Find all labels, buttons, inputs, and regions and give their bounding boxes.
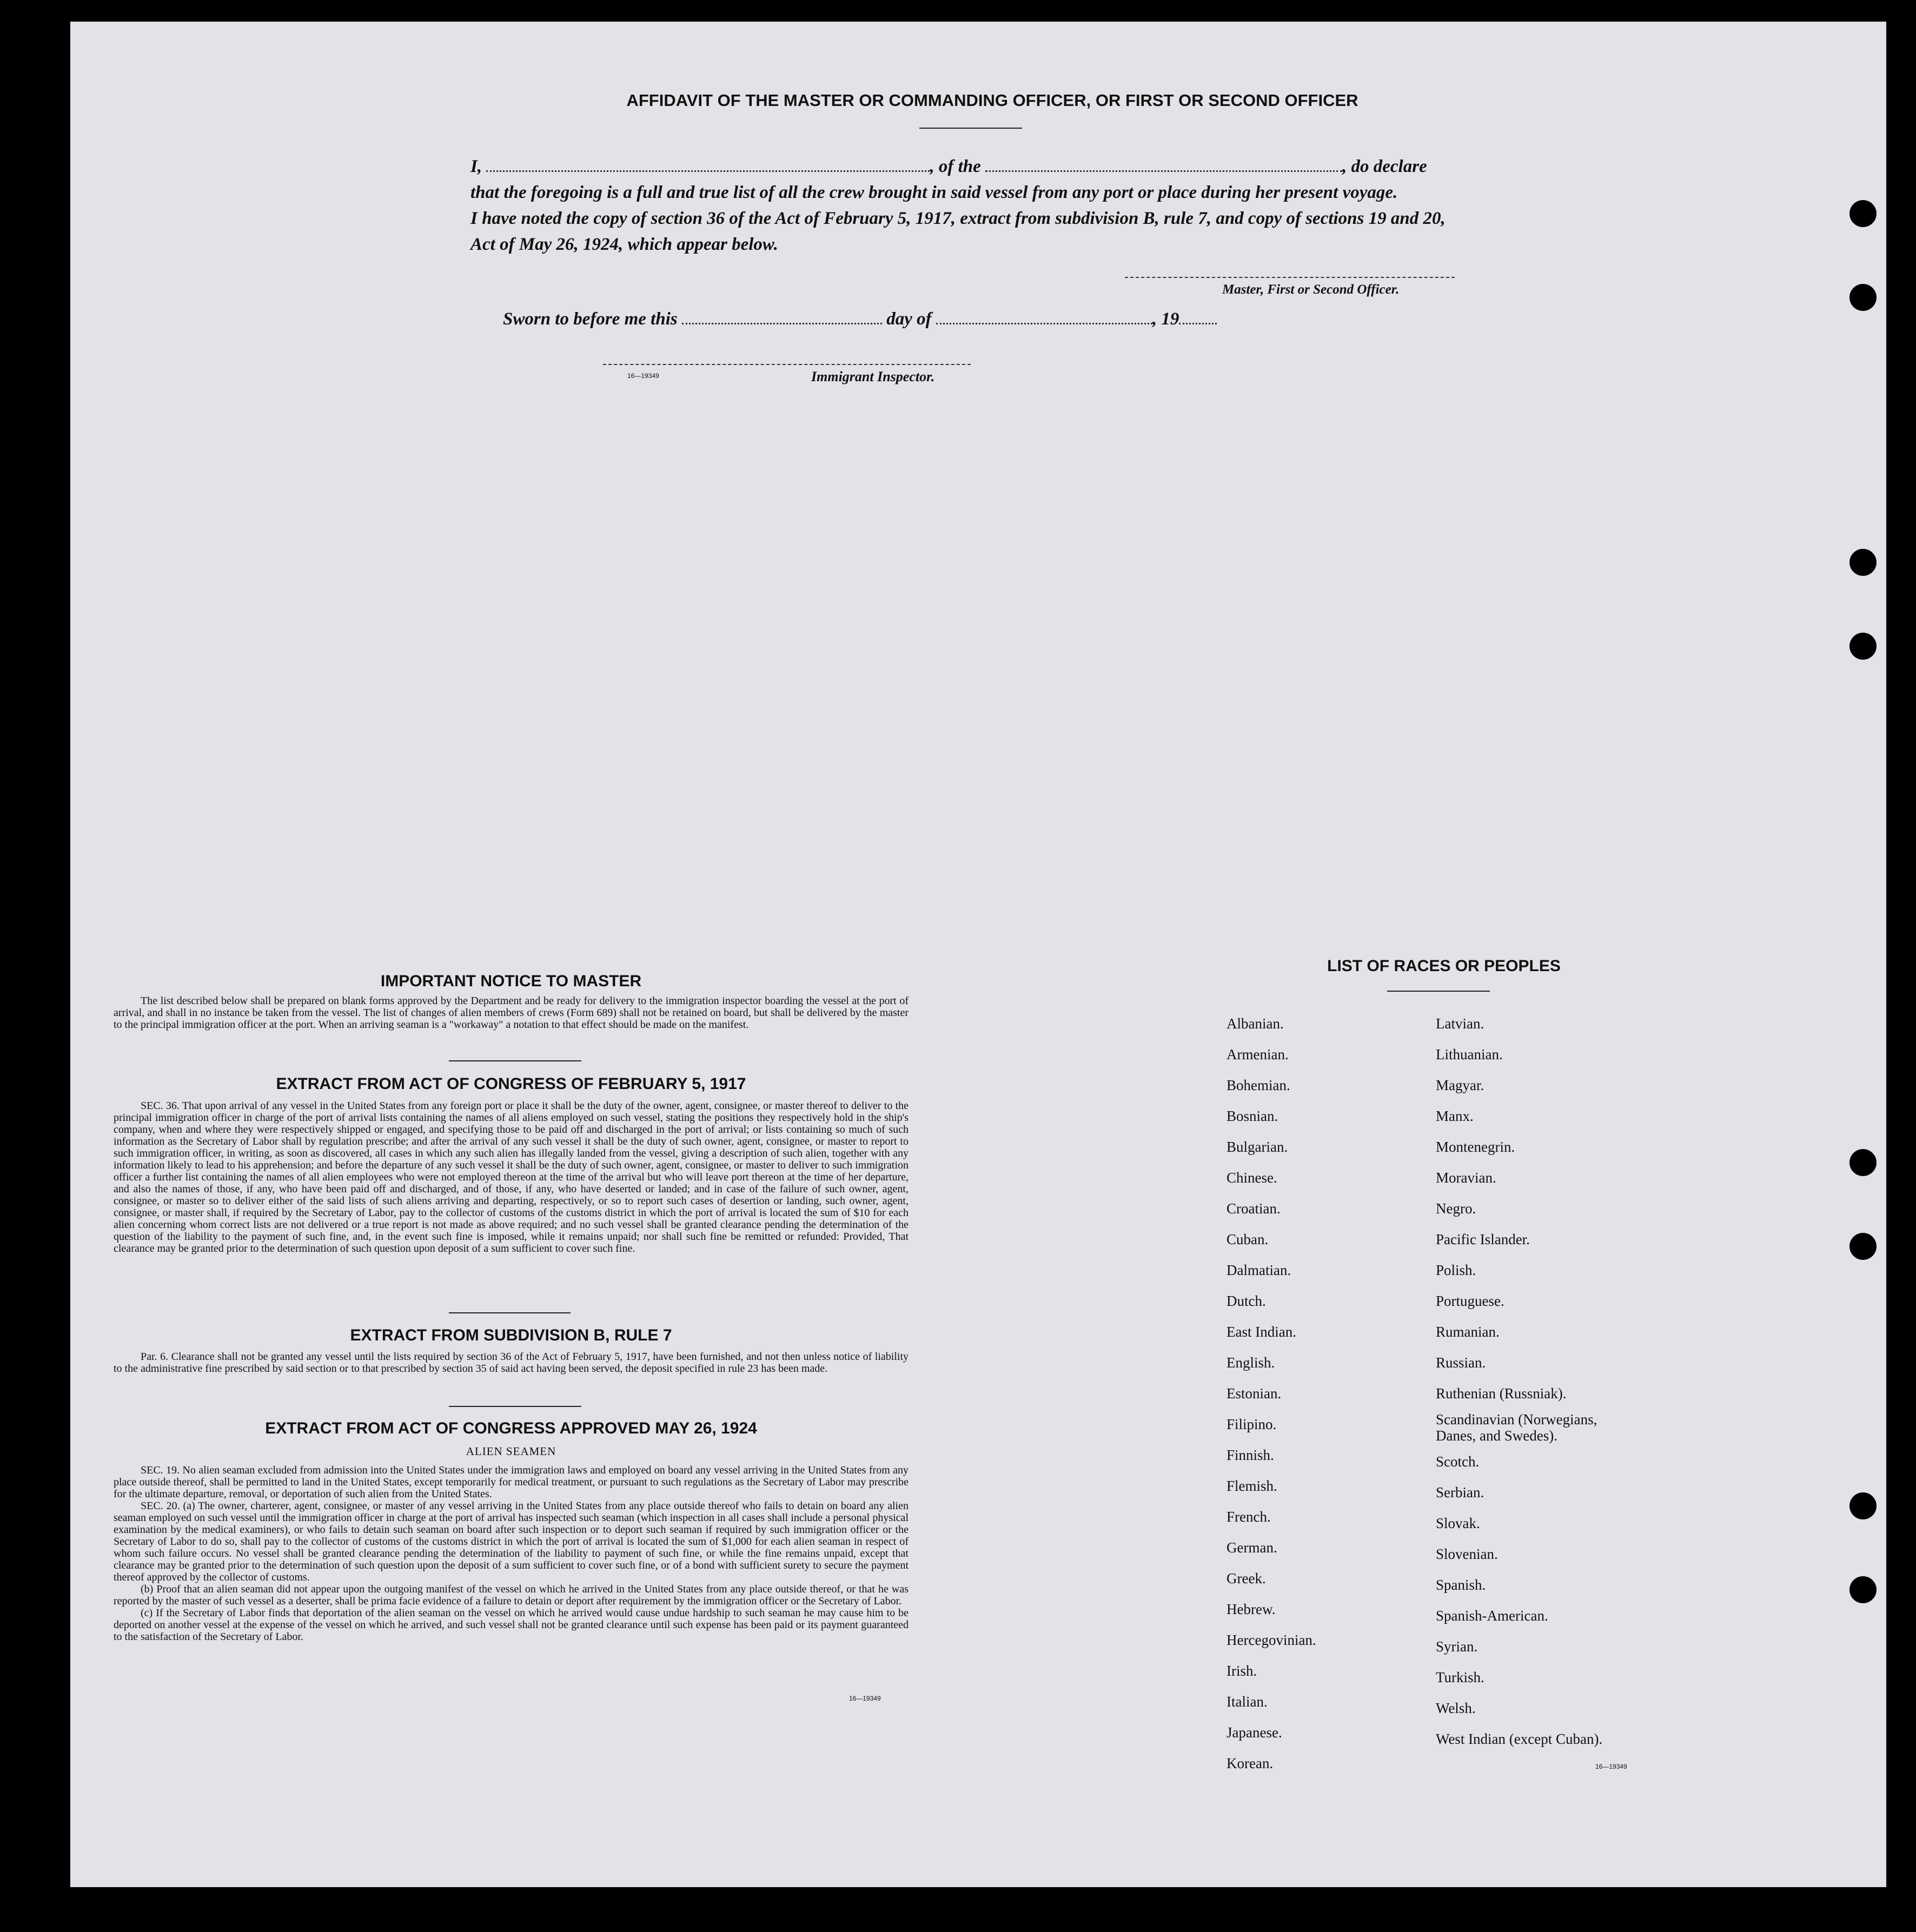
month-blank [936, 323, 1152, 324]
sworn-year: , 19 [1152, 309, 1179, 329]
race-item: Chinese. [1226, 1170, 1277, 1186]
punch-hole [1849, 549, 1877, 576]
race-item: Scotch. [1436, 1453, 1480, 1470]
affidavit-line-1 [470, 157, 1547, 177]
race-item: Greek. [1226, 1570, 1266, 1586]
vessel-blank [985, 170, 1342, 172]
extract-rule7-body [114, 1351, 909, 1375]
day-blank [682, 323, 882, 324]
affidavit-title: AFFIDAVIT OF THE MASTER OR COMMANDING OFFICER, OR FIRST OR SECOND OFFICER [626, 91, 1358, 110]
affidavit-of-the: , of the [930, 157, 981, 176]
affidavit-line-4: Act of May 26, 1924, which appear below. [470, 235, 778, 254]
race-item: Bulgarian. [1226, 1139, 1288, 1155]
divider [449, 1312, 571, 1313]
extract-rule7-title: EXTRACT FROM SUBDIVISION B, RULE 7 [350, 1326, 672, 1344]
race-scandinavian-continued: Danes, and Swedes). [1436, 1428, 1557, 1444]
punch-hole [1849, 284, 1877, 311]
sec-19-text: SEC. 19. No alien seaman excluded from admission into the United States under the immigration laws and employed on board any vessel arriving in the United States from any place outside thereof, shall be permitted to land in the United States, except temporarily for medical treatment, or pursuant to such regulations as the Secretary of Labor may prescribe for the ultimate departure, removal, or deportation of such alien from the United States. [114, 1464, 909, 1500]
race-item: Estonian. [1226, 1385, 1282, 1402]
race-item: Latvian. [1436, 1015, 1484, 1032]
race-item: French. [1226, 1509, 1271, 1525]
race-item: English. [1226, 1355, 1275, 1371]
race-item: Cuban. [1226, 1231, 1269, 1247]
extract-1917-body [114, 1100, 909, 1254]
divider [449, 1060, 581, 1061]
race-item: Spanish-American. [1436, 1608, 1548, 1624]
race-item: Lithuanian. [1436, 1046, 1503, 1063]
year-blank [1179, 323, 1217, 324]
affidavit-i: I, [470, 157, 482, 176]
race-item: Polish. [1436, 1262, 1476, 1278]
punch-hole [1849, 1149, 1877, 1176]
race-item: Scandinavian (Norwegians, [1436, 1411, 1597, 1428]
extract-1924-title: EXTRACT FROM ACT OF CONGRESS APPROVED MAY 26, 1924 [265, 1419, 757, 1437]
race-item: Italian. [1226, 1694, 1268, 1710]
race-item: Bohemian. [1226, 1077, 1290, 1093]
race-item: Japanese. [1226, 1724, 1282, 1741]
race-item: Armenian. [1226, 1046, 1289, 1063]
race-item: Ruthenian (Russniak). [1436, 1385, 1567, 1402]
inspector-caption: Immigrant Inspector. [811, 369, 935, 384]
affidavit-line-2: that the foregoing is a full and true list of all the crew brought in said vessel from any port or place during her present voyage. [470, 183, 1398, 202]
title-underline [919, 128, 1022, 129]
race-item: Spanish. [1436, 1577, 1486, 1593]
sworn-line [503, 309, 1217, 329]
race-item: Albanian. [1226, 1015, 1284, 1032]
extract-1924-body [114, 1464, 909, 1643]
race-item: Portuguese. [1436, 1293, 1504, 1309]
alien-seamen-subtitle: ALIEN SEAMEN [466, 1445, 556, 1458]
rule7-text: Par. 6. Clearance shall not be granted any vessel until the lists required by section 36 of the Act of February 5, 1917, have been furnished, and not then unless notice of liability to the administrative fine prescribed by said section or to that prescribed by section 35 of said act having been served, the deposit specified in rule 23 has been made. [114, 1351, 909, 1375]
race-item: Korean. [1226, 1755, 1274, 1771]
punch-hole [1849, 1492, 1877, 1519]
notice-body [114, 995, 909, 1031]
section-36-text: SEC. 36. That upon arrival of any vessel in the United States from any foreign port or place it shall be the duty of the owner, agent, consignee, or master thereof to deliver to the principal immigration officer in charge of the port of arrival lists containing the names of all aliens employed on such vessel, stating the positions they respectively hold in the ship's company, when and where they were respectively shipped or engaged, and specifying those to be paid off and discharged in the port of arrival; or lists containing so much of such information as the Secretary of Labor shall by regulation prescribe; and after the arrival of any such vessel it shall be the duty of such owner, agent, consignee, or master to report to such immigration officer, in writing, as soon as discovered, all cases in which any such alien has illegally landed from the vessel, giving a description of such alien, together with any information likely to lead to his apprehension; and before the departure of any such vessel it shall be the duty of such owner, agent, consignee, or master to deliver to such immigration officer a further list containing the names of all alien employees who were not employed thereon at the time of the arrival but who will leave port thereon at the time of her departure, and also the names of those, if any, who have been paid off and discharged, and of those, if any, who have deserted or landed; and in case of the failure of such owner, agent, consignee, or master so to deliver either of the said lists of such aliens arriving and departing, respectively, or so to report such cases of desertion or landing, such owner, agent, consignee, or master shall, if required by the Secretary of Labor, pay to the collector of customs of the customs district in which the port of arrival is located the sum of $10 for each alien concerning whom correct lists are not delivered or a true report is not made as above required; and no such vessel shall be granted clearance pending the determination of the question of the liability to the payment of such fine, and, in the event such fine is imposed, while it remains unpaid; nor shall such fine be remitted or refunded: Provided, That clearance may be granted prior to the determination of such question upon deposit of a sum sufficient to cover such fine. [114, 1100, 909, 1254]
affidavit-line-3: I have noted the copy of section 36 of the Act of February 5, 1917, extract from subdivision B, rule 7, and copy of sections 19 and 20, [470, 209, 1446, 228]
form-number-right: 16—19349 [1595, 1763, 1627, 1770]
race-item: Russian. [1436, 1355, 1486, 1371]
punch-hole [1849, 633, 1877, 660]
sec-20c-text: (c) If the Secretary of Labor finds that deportation of the alien seaman on the vessel on which he arrived would cause undue hardship to such seaman he may cause him to be deported on another vessel at the expense of the vessel on which he arrived, and such vessel shall not be granted clearance until such expense has been paid or its payment guaranteed to the satisfaction of the Secretary of Labor. [114, 1607, 909, 1643]
race-item: West Indian (except Cuban). [1436, 1731, 1603, 1747]
race-item: Finnish. [1226, 1447, 1274, 1463]
race-item: Rumanian. [1436, 1324, 1500, 1340]
race-item: Filipino. [1226, 1416, 1277, 1432]
race-item: Welsh. [1436, 1700, 1476, 1716]
race-item: Croatian. [1226, 1200, 1281, 1217]
race-item: Irish. [1226, 1663, 1257, 1679]
race-item: Serbian. [1436, 1484, 1484, 1501]
affidavit-do-declare: , do declare [1342, 157, 1427, 176]
form-number-top: 16—19349 [627, 372, 659, 380]
divider [449, 1406, 581, 1407]
race-item: Pacific Islander. [1436, 1231, 1530, 1247]
notice-text: The list described below shall be prepared on blank forms approved by the Department and be ready for delivery to the immigration inspector boarding the vessel at the port of arrival, and shall in no instance be taken from the vessel. The list of changes of alien members of crews (Form 689) shall not be retained on board, but shall be delivered by the master to the principal immigration officer at the port. When an arriving seaman is a "workaway" a notation to that effect should be made on the manifest. [114, 995, 909, 1031]
race-item: Turkish. [1436, 1669, 1484, 1685]
signature-line [1125, 277, 1455, 278]
form-number-left: 16—19349 [849, 1695, 881, 1702]
sec-20a-text: SEC. 20. (a) The owner, charterer, agent, consignee, or master of any vessel arriving in the United States from any place outside thereof who fails to detain on board any alien seaman employed on such vessel until the immigration officer in charge at the port of arrival has inspected such seaman (which inspection in all cases shall include a personal physical examination by the medical examiners), or who fails to detain such seaman on board after such inspection or to deport such seaman if required by such immigration officer or the Secretary of Labor to do so, shall pay to the collector of customs of the customs district in which the port of arrival is located the sum of $1,000 for each alien seaman in respect of whom such failure occurs. No vessel shall be granted clearance pending the determination of the liability to payment of such fine, or while the fine remains unpaid, except that clearance may be granted prior to the determination of such question upon the deposit of a sum sufficient to cover such fine, or of a bond with sufficient surety to secure the payment thereof approved by the collector of customs. [114, 1500, 909, 1583]
race-item: Moravian. [1436, 1170, 1496, 1186]
races-title: LIST OF RACES OR PEOPLES [1327, 957, 1561, 975]
race-item: Dalmatian. [1226, 1262, 1291, 1278]
race-item: German. [1226, 1539, 1277, 1556]
notice-title: IMPORTANT NOTICE TO MASTER [380, 972, 642, 990]
extract-1917-title: EXTRACT FROM ACT OF CONGRESS OF FEBRUARY 5, 1917 [276, 1075, 746, 1093]
sworn-day-of: day of [886, 309, 932, 329]
punch-hole [1849, 1233, 1877, 1260]
race-item: Flemish. [1226, 1478, 1277, 1494]
race-item: Slovenian. [1436, 1546, 1498, 1562]
races-title-underline [1387, 991, 1490, 992]
inspector-signature-line [603, 364, 971, 365]
race-item: Syrian. [1436, 1638, 1478, 1655]
signature-caption: Master, First or Second Officer. [1222, 282, 1400, 297]
race-item: Bosnian. [1226, 1108, 1278, 1124]
document-page [70, 22, 1886, 1887]
race-item: Hercegovinian. [1226, 1632, 1316, 1648]
punch-hole [1849, 200, 1877, 227]
race-item: Slovak. [1436, 1515, 1480, 1531]
race-item: Montenegrin. [1436, 1139, 1515, 1155]
punch-hole [1849, 1576, 1877, 1603]
sec-20b-text: (b) Proof that an alien seaman did not appear upon the outgoing manifest of the vessel on which he arrived in the United States from any place outside thereof, or that he was reported by the master of such vessel as a deserter, shall be prima facie evidence of a failure to detain or deport after requirement by the immigration officer or the Secretary of Labor. [114, 1583, 909, 1607]
name-blank [486, 170, 930, 172]
race-item: Negro. [1436, 1200, 1476, 1217]
race-item: Hebrew. [1226, 1601, 1276, 1617]
sworn-prefix: Sworn to before me this [503, 309, 678, 329]
race-item: Manx. [1436, 1108, 1474, 1124]
race-item: Dutch. [1226, 1293, 1266, 1309]
race-item: Magyar. [1436, 1077, 1484, 1093]
race-item: East Indian. [1226, 1324, 1296, 1340]
